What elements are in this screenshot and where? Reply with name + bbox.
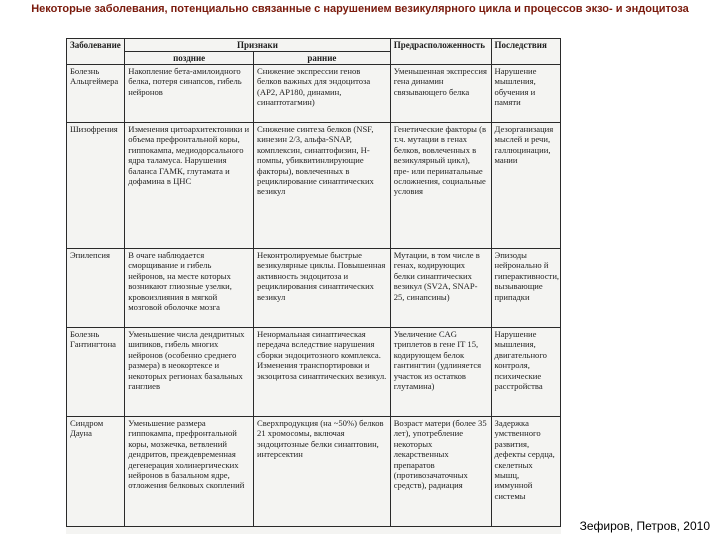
header-predisposition: Предрасположенность (390, 39, 491, 65)
cell-predisposition: Мутации, в том числе в генах, кодирующих белки синаптических везикул (SV2A, SNAP-25, синапсины) (390, 249, 491, 328)
cell-consequences: Задержка умственного развития, дефекты сердца, скелетных мышц, иммунной системы (491, 417, 560, 527)
header-consequences: Последствия (491, 39, 560, 65)
cell-late: Изменения цитоархитектоники и объема префронтальной коры, гиппокампа, медиодорсального ядра таламуса. Нарушения баланса ГАМК, глутамата и дофамина в ЦНС (125, 123, 254, 249)
header-late: поздние (125, 52, 254, 65)
author-citation: Зефиров, Петров, 2010 (579, 519, 710, 533)
cell-early: Ненормальная синаптическая передача вследствие нарушения сборки эндоцитозного комплекса. Изменения транспортировки и экзоцитоза синаптических везикул. (254, 328, 391, 417)
cell-early: Снижение экспрессии генов белков важных для эндоцитоза (AP2, AP180, динамин, синаптотагмин) (254, 65, 391, 123)
cell-predisposition: Возраст матери (более 35 лет), употребление некоторых лекарственных препаратов (противозачаточных средств), радиация (390, 417, 491, 527)
cell-late: В очаге наблюдается сморщивание и гибель нейронов, на месте которых возникают глиозные узелки, кровоизлияния в мягкой мозговой оболочке мозга (125, 249, 254, 328)
table-row (67, 123, 561, 249)
cell-consequences: Нарушение мышления, обучения и памяти (491, 65, 560, 123)
cell-consequences: Дезорганизация мыслей и речи, галлюцинации, мании (491, 123, 560, 249)
header-row-1 (67, 39, 561, 52)
cell-early: Неконтролируемые быстрые везикулярные циклы. Повышенная активность эндоцитоза и рециклирования синаптических везикул (254, 249, 391, 328)
table-row (67, 328, 561, 417)
cell-late: Уменьшение числа дендритных шипиков, гибель многих нейронов (особенно среднего размера) в неокортексе и некоторых регионах базальных ганглиев (125, 328, 254, 417)
cell-disease: Болезнь Альцгеймера (67, 65, 125, 123)
cell-late: Накопление бета-амилоидного белка, потеря синапсов, гибель нейронов (125, 65, 254, 123)
table-row (67, 65, 561, 123)
header-early: ранние (254, 52, 391, 65)
cell-consequences: Нарушение мышления, двигательного контроля, психические расстройства (491, 328, 560, 417)
cell-disease: Эпилепсия (67, 249, 125, 328)
cell-early: Снижение синтеза белков (NSF, кинезин 2/3, альфа-SNAP, комплексин, синаптофизин, Н-помпы, убиквитинлирующие факторы), вовлеченных в рециклирование синаптических везикул (254, 123, 391, 249)
cell-early: Сверхпродукция (на ~50%) белков 21 хромосомы, включая эндоцитозные белки синаптовин, интерсектин (254, 417, 391, 527)
cell-predisposition: Увеличение CAG триплетов в гене IT 15, кодирующем белок гантингтин (удлиняется участок из остатков глутамина) (390, 328, 491, 417)
cell-late: Уменьшение размера гиппокампа, префронтальной коры, мозжечка, ветвлений дендритов, преждевременная дегенерация холинергических нейронов в базальном ядре, отложения белковых скоплений (125, 417, 254, 527)
diseases-table (66, 38, 561, 527)
cell-consequences: Эпизоды нейронально й гиперактивности, вызывающие припадки (491, 249, 560, 328)
header-signs: Признаки (125, 39, 390, 52)
cell-predisposition: Генетические факторы (в т.ч. мутации в генах белков, вовлеченных в везикулярный цикл), пре- или перинатальные осложнения, социальные условия (390, 123, 491, 249)
table-row (67, 417, 561, 527)
page-title: Некоторые заболевания, потенциально связанные с нарушением везикулярного цикла и процессов экзо- и эндоцитоза (31, 3, 689, 15)
table-row (67, 249, 561, 328)
cell-disease: Болезнь Гантингтона (67, 328, 125, 417)
header-disease: Заболевание (67, 39, 125, 65)
cell-disease: Шизофрения (67, 123, 125, 249)
cell-predisposition: Уменьшенная экспрессия гена динамин связывающего белка (390, 65, 491, 123)
cell-disease: Синдром Дауна (67, 417, 125, 527)
